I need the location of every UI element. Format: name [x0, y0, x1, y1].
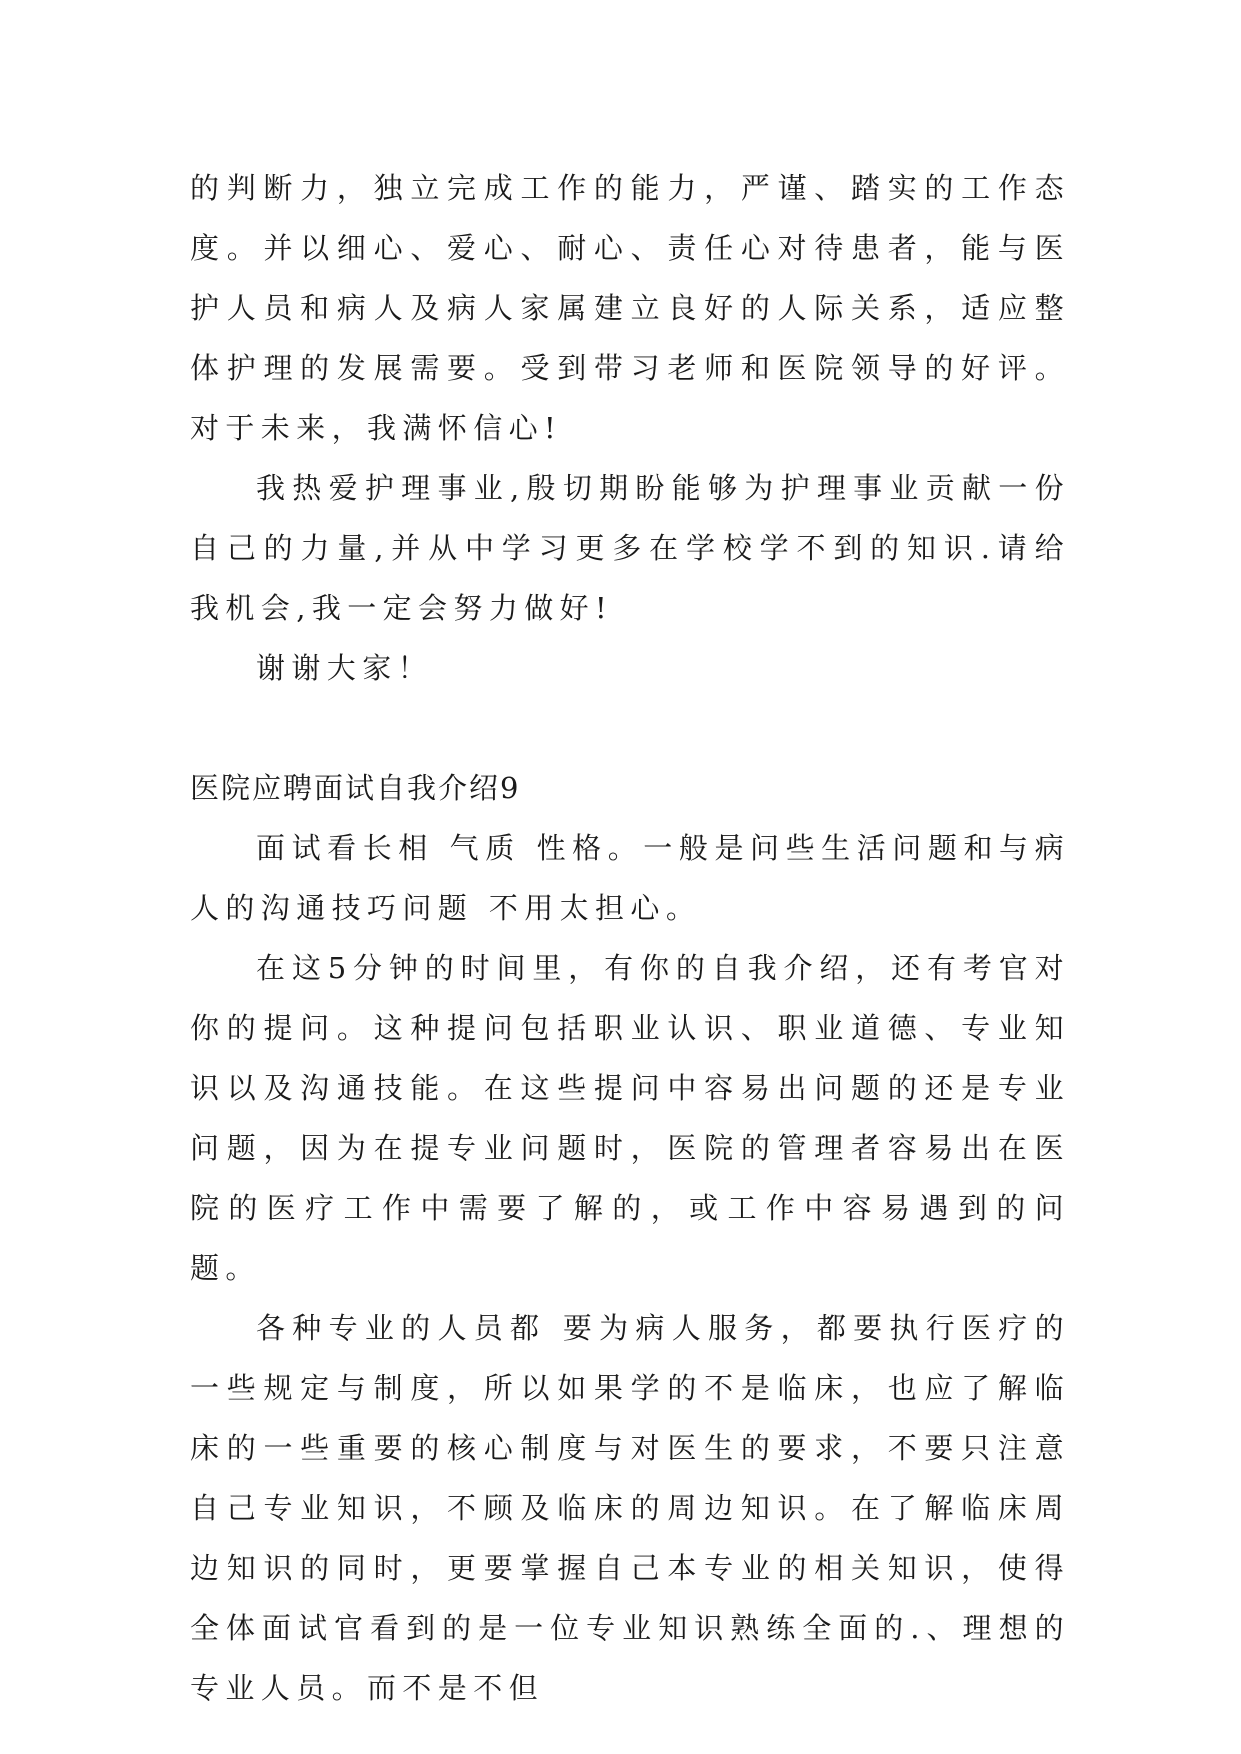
paragraph-professional-staff: 各种专业的人员都 要为病人服务，都要执行医疗的一些规定与制度，所以如果学的不是临床，也应了解临床的一些重要的核心制度与对医生的要求，不要只注意自己专业知识，不顾及临床的周边知识。在了解临床周边知识的同时，更要掌握自己本专业的相关知识，使得全体面试官看到的是一位专业知识熟练全面的.、理想的专业人员。而不是不但 [190, 1311, 1070, 1705]
paragraph-interview-looks: 面试看长相 气质 性格。一般是问些生活问题和与病人的沟通技巧问题 不用太担心。 [190, 831, 1070, 925]
section-heading: 医院应聘面试自我介绍9 [190, 771, 521, 805]
paragraph-thanks: 谢谢大家！ [256, 651, 434, 685]
document-body [190, 158, 1070, 1718]
paragraph-love-nursing: 我热爱护理事业,殷切期盼能够为护理事业贡献一份自己的力量,并从中学习更多在学校学不到的知识.请给我机会,我一定会努力做好! [190, 471, 1070, 625]
paragraph-five-minutes: 在这5分钟的时间里，有你的自我介绍，还有考官对你的提问。这种提问包括职业认识、职业道德、专业知识以及沟通技能。在这些提问中容易出问题的还是专业问题，因为在提专业问题时，医院的管理者容易出在医院的医疗工作中需要了解的，或工作中容易遇到的问题。 [190, 951, 1070, 1285]
paragraph-continuation: 的判断力，独立完成工作的能力，严谨、踏实的工作态度。并以细心、爱心、耐心、责任心对待患者，能与医护人员和病人及病人家属建立良好的人际关系，适应整体护理的发展需要。受到带习老师和医院领导的好评。对于未来，我满怀信心! [190, 171, 1070, 445]
